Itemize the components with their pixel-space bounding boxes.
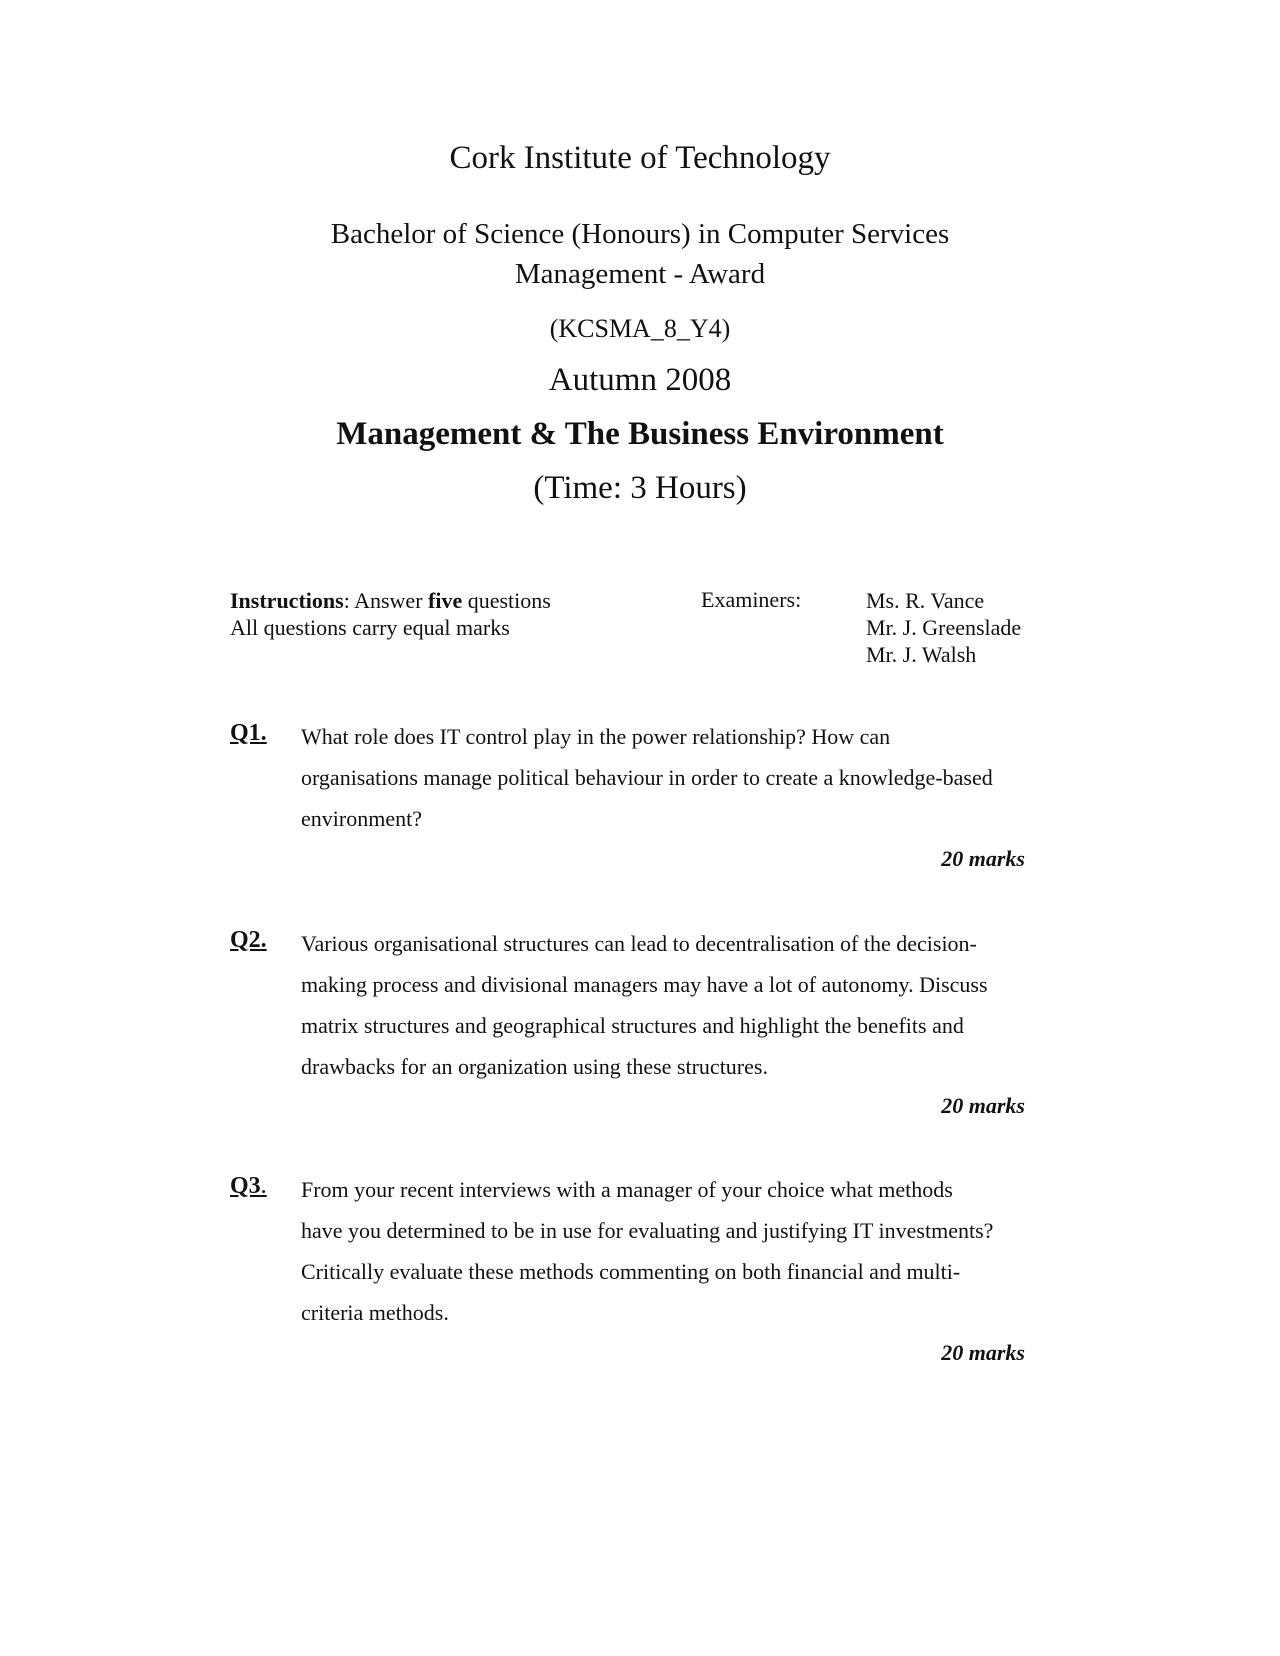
question-2-line: making process and divisional managers may have a lot of autonomy. Discuss xyxy=(301,972,988,997)
exam-duration: (Time: 3 Hours) xyxy=(533,470,747,506)
programme-title xyxy=(0,214,1280,294)
programme-title-line-2: Management - Award xyxy=(514,258,766,290)
question-2-line: matrix structures and geographical structures and highlight the benefits and xyxy=(301,1013,964,1038)
question-2-line: drawbacks for an organization using these structures. xyxy=(301,1054,768,1079)
instructions-block xyxy=(230,587,551,641)
question-1-line: What role does IT control play in the power relationship? How can xyxy=(301,724,891,749)
instructions-text-after: questions xyxy=(462,588,551,613)
examiners-label: Examiners: xyxy=(701,587,802,612)
question-3-marks: 20 marks xyxy=(941,1340,1025,1365)
question-2-marks: 20 marks xyxy=(941,1093,1025,1118)
question-3-line: have you determined to be in use for evaluating and justifying IT investments? xyxy=(301,1218,994,1243)
exam-session: Autumn 2008 xyxy=(548,362,732,398)
question-3-line: From your recent interviews with a manager of your choice what methods xyxy=(301,1177,953,1202)
instructions-line-2: All questions carry equal marks xyxy=(230,615,510,640)
question-1-line: organisations manage political behaviour in order to create a knowledge-based xyxy=(301,765,993,790)
question-2-text xyxy=(301,923,1061,1087)
instructions-emphasis: five xyxy=(428,588,463,613)
question-1-number: Q1. xyxy=(230,720,267,746)
programme-code: (KCSMA_8_Y4) xyxy=(549,314,731,343)
instructions-text-before: : Answer xyxy=(343,588,429,613)
programme-title-line-1: Bachelor of Science (Honours) in Computer Services xyxy=(330,218,950,250)
question-3-line: Critically evaluate these methods commenting on both financial and multi- xyxy=(301,1259,961,1284)
question-2-line: Various organisational structures can lead to decentralisation of the decision- xyxy=(301,931,977,956)
question-1-marks: 20 marks xyxy=(941,846,1025,871)
question-3-number-text: Q3 xyxy=(230,1173,261,1199)
examiner-name: Mr. J. Walsh xyxy=(866,642,977,667)
examiner-name: Ms. R. Vance xyxy=(866,588,985,613)
question-1-text xyxy=(301,716,1061,839)
question-1-number-text: Q1 xyxy=(230,720,261,746)
question-2-number: Q2. xyxy=(230,927,267,953)
question-3-text xyxy=(301,1169,1061,1333)
question-3-number: Q3. xyxy=(230,1173,267,1199)
examiner-name: Mr. J. Greenslade xyxy=(866,615,1022,640)
examiners-list xyxy=(866,587,1021,668)
module-title: Management & The Business Environment xyxy=(336,416,944,452)
institute-name: Cork Institute of Technology xyxy=(449,140,831,176)
question-1-line: environment? xyxy=(301,806,422,831)
instructions-line-1 xyxy=(230,587,551,614)
instructions-label: Instructions xyxy=(230,588,344,613)
question-3-line: criteria methods. xyxy=(301,1300,449,1325)
question-2-number-text: Q2 xyxy=(230,927,261,953)
